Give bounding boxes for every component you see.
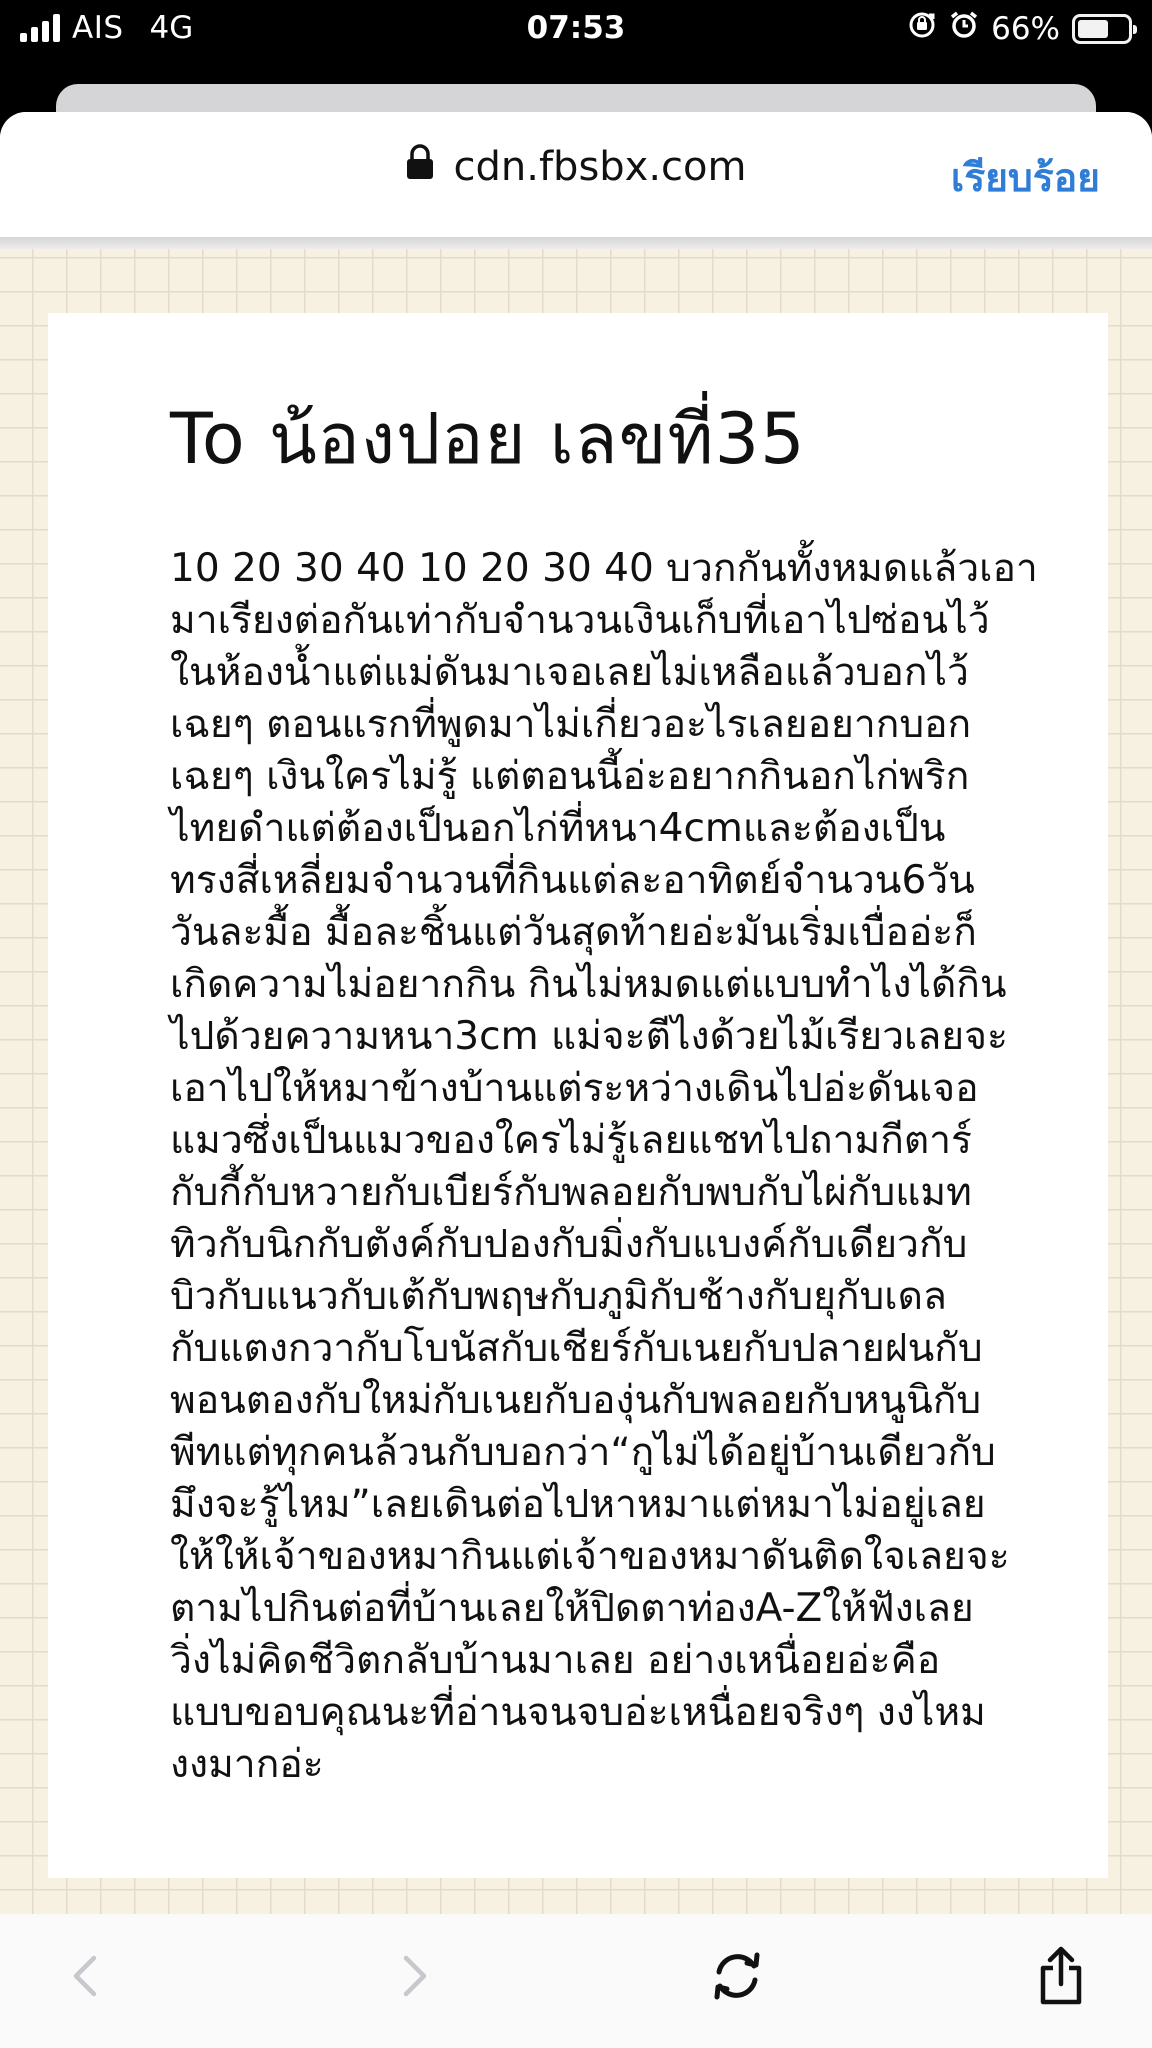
chevron-left-icon — [66, 1952, 106, 2000]
note-line: กับกี้กับหวายกับเบียร์กับพลอยกับพบกับไผ่กับแมท — [170, 1170, 972, 1215]
note-title: To น้องปอย เลขที่35 — [170, 398, 806, 480]
note-line: เฉยๆ เงินใครไม่รู้ แต่ตอนนี้อ่ะอยากกินอกไก่พริก — [170, 754, 970, 799]
note-line: วิ่งไม่คิดชีวิตกลับบ้านมาเลย อย่างเหนื่อยอ่ะคือ — [170, 1638, 941, 1683]
note-line: ไทยดำแต่ต้องเป็นอกไก่ที่หนา4cmและต้องเป็น — [170, 806, 946, 851]
alarm-clock-icon — [949, 10, 979, 48]
status-bar — [0, 0, 1152, 80]
note-line: ทรงสี่เหลี่ยมจำนวนที่กินแต่ละอาทิตย์จำนวน6วัน — [170, 858, 975, 903]
note-line: ไปด้วยความหนา3cm แม่จะตีไงด้วยไม้เรียวเลยจะ — [170, 1014, 1008, 1059]
note-line: วันละมื้อ มื้อละชิ้นแต่วันสุดท้ายอ่ะมันเริ่มเบื่ออ่ะก็ — [170, 910, 977, 955]
lock-icon — [406, 144, 434, 190]
done-button[interactable]: เรียบร้อย — [950, 156, 1100, 201]
note-line: มึงจะรู้ไหม”เลยเดินต่อไปหาหมาแต่หมาไม่อยู่เลย — [170, 1482, 986, 1527]
battery-percent: 66% — [991, 11, 1060, 47]
battery-fill — [1078, 20, 1108, 38]
note-line: งงมากอ่ะ — [170, 1742, 324, 1787]
network-type-label: 4G — [149, 10, 194, 46]
orientation-lock-icon — [907, 10, 937, 48]
battery-icon — [1072, 14, 1132, 44]
note-line: แบบขอบคุณนะที่อ่านจนจบอ่ะเหนื่อยจริงๆ งงไหม — [170, 1690, 986, 1735]
note-body — [170, 543, 1038, 1791]
note-line: เอาไปให้หมาข้างบ้านแต่ระหว่างเดินไปอ่ะดันเจอ — [170, 1066, 979, 1111]
refresh-icon — [707, 1946, 767, 2006]
note-line: ทิวกับนิกกับตังค์กับปองกับมิ่งกับแบงค์กับเดียวกับ — [170, 1222, 968, 1267]
note-line: เกิดความไม่อยากกิน กินไม่หมดแต่แบบทำไงได้กิน — [170, 962, 1007, 1007]
content-viewport[interactable] — [0, 249, 1152, 1914]
note-image — [48, 313, 1108, 1878]
chevron-right-icon — [394, 1952, 434, 2000]
carrier-label: AIS — [72, 10, 124, 46]
note-line: 10 20 30 40 10 20 30 40 บวกกันทั้งหมดแล้วเอา — [170, 546, 1038, 591]
bottom-toolbar — [0, 1914, 1152, 2048]
note-line: ในห้องน้ำแต่แม่ดันมาเจอเลยไม่เหลือแล้วบอกไว้ — [170, 650, 969, 695]
status-right — [907, 10, 1132, 48]
note-line: พอนตองกับใหม่กับเนยกับองุ่นกับพลอยกับหนูนิกับ — [170, 1378, 982, 1423]
share-button[interactable] — [1021, 1936, 1101, 2016]
refresh-button[interactable] — [697, 1936, 777, 2016]
note-line: ให้ให้เจ้าของหมากินแต่เจ้าของหมาดันติดใจเลยจะ — [170, 1534, 1010, 1579]
browser-sheet — [0, 112, 1152, 2048]
note-line: กับแตงกวากับโบนัสกับเชียร์กับเนยกับปลายฝนกับ — [170, 1326, 983, 1371]
note-line: ตามไปกินต่อที่บ้านเลยให้ปิดตาท่องA-Zให้ฟังเลย — [170, 1586, 974, 1631]
note-line: เฉยๆ ตอนแรกที่พูดมาไม่เกี่ยวอะไรเลยอยากบอก — [170, 702, 972, 747]
url-text: cdn.fbsbx.com — [453, 144, 747, 190]
share-icon — [1035, 1946, 1087, 2006]
note-line: แมวซึ่งเป็นแมวของใครไม่รู้เลยแชทไปถามกีตาร์ — [170, 1118, 972, 1163]
back-button[interactable] — [46, 1936, 126, 2016]
status-time: 07:53 — [526, 10, 626, 46]
note-line: บิวกับแนวกับเต้กับพฤษกับภูมิกับช้างกับยุกับเดล — [170, 1274, 947, 1319]
note-line: พีทแต่ทุกคนล้วนกับบอกว่า“กูไม่ได้อยู่บ้านเดียวกับ — [170, 1430, 996, 1475]
forward-button[interactable] — [374, 1936, 454, 2016]
address-bar-divider — [0, 237, 1152, 249]
address-bar — [0, 112, 1152, 237]
note-line: มาเรียงต่อกันเท่ากับจำนวนเงินเก็บที่เอาไปซ่อนไว้ — [170, 598, 990, 643]
